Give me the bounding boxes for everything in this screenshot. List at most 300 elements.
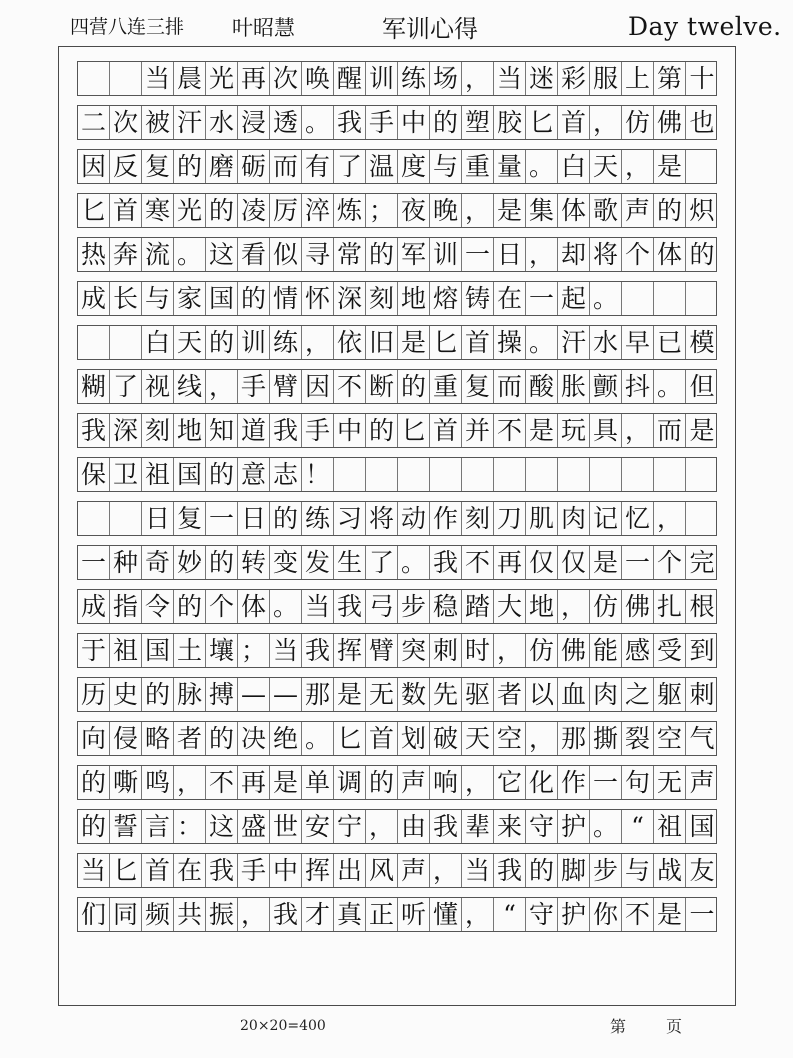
grid-cell: “ — [622, 810, 654, 843]
grid-cell: 次 — [110, 106, 142, 139]
grid-cell: 我 — [430, 546, 462, 579]
grid-cell: 我 — [206, 854, 238, 887]
grid-cell: 透 — [270, 106, 302, 139]
grid-cell: 不 — [334, 370, 366, 403]
grid-cell: 驱 — [462, 678, 494, 711]
grid-cell: 的 — [654, 194, 686, 227]
grid-cell: 断 — [366, 370, 398, 403]
grid-cell: — — [270, 678, 302, 711]
grid-cell: 国 — [142, 634, 174, 667]
grid-cell: 深 — [110, 414, 142, 447]
grid-cell: 军 — [398, 238, 430, 271]
grid-cell: 当 — [78, 854, 110, 887]
grid-cell: 仿 — [622, 106, 654, 139]
grid-cell: 匕 — [78, 194, 110, 227]
grid-cell: 情 — [270, 282, 302, 315]
grid-cell: 匕 — [526, 106, 558, 139]
grid-cell: 反 — [110, 150, 142, 183]
grid-cell: 辈 — [462, 810, 494, 843]
grid-cell: 复 — [462, 370, 494, 403]
grid-cell: 当 — [270, 634, 302, 667]
grid-cell: 裂 — [622, 722, 654, 755]
grid-cell: 。 — [526, 326, 558, 359]
grid-cell: 友 — [689, 856, 715, 885]
grid-cell: 在 — [174, 854, 206, 887]
grid-cell: 因 — [302, 370, 334, 403]
grid-cell: 。 — [526, 150, 558, 183]
manuscript-grid — [77, 61, 717, 941]
grid-cell: 我 — [302, 634, 334, 667]
grid-cell: 第 — [654, 62, 686, 95]
grid-cell: 晨 — [174, 62, 206, 95]
grid-cell: 的 — [142, 678, 174, 711]
grid-cell: 抖 — [622, 370, 654, 403]
grid-cell: 扎 — [654, 590, 686, 623]
grid-cell: 响 — [430, 766, 462, 799]
grid-cell: 意 — [238, 458, 270, 491]
grid-cell: 日 — [238, 502, 270, 535]
grid-cell: 的 — [206, 194, 238, 227]
grid-cell: ， — [654, 502, 686, 535]
grid-cell: 首 — [366, 722, 398, 755]
grid-cell: 才 — [302, 898, 334, 931]
grid-cell: 次 — [270, 62, 302, 95]
grid-cell: 我 — [270, 898, 302, 931]
grid-cell — [558, 458, 590, 491]
grid-cell: 一 — [526, 282, 558, 315]
grid-cell: 怀 — [302, 282, 334, 315]
grid-cell: 动 — [398, 502, 430, 535]
grid-cell: 十 — [689, 64, 715, 93]
student-name: 叶昭慧 — [232, 16, 295, 40]
grid-cell: 化 — [526, 766, 558, 799]
grid-cell: ， — [590, 106, 622, 139]
grid-cell: 突 — [398, 634, 430, 667]
grid-cell: ， — [462, 766, 494, 799]
grid-cell: 到 — [689, 636, 715, 665]
grid-cell: 气 — [689, 724, 715, 753]
grid-cell: 共 — [174, 898, 206, 931]
grid-cell: 体 — [654, 238, 686, 271]
grid-cell: 受 — [654, 634, 686, 667]
grid-cell: 调 — [334, 766, 366, 799]
grid-cell: 。 — [398, 546, 430, 579]
grid-cell — [334, 458, 366, 491]
grid-cell: 当 — [142, 62, 174, 95]
grid-cell: 玩 — [558, 414, 590, 447]
grid-cell: ， — [302, 326, 334, 359]
grid-cell: 但 — [689, 372, 715, 401]
grid-cell: 刻 — [366, 282, 398, 315]
grid-cell: 世 — [270, 810, 302, 843]
grid-cell: 成 — [78, 282, 110, 315]
grid-cell: 匕 — [110, 854, 142, 887]
page-header — [0, 0, 793, 48]
grid-row — [77, 105, 717, 140]
grid-cell: 似 — [270, 238, 302, 271]
grid-cell: 手 — [366, 106, 398, 139]
grid-row — [77, 61, 717, 96]
grid-cell: 。 — [590, 810, 622, 843]
grid-cell: 肉 — [590, 678, 622, 711]
grid-cell: 盛 — [238, 810, 270, 843]
grid-cell: ， — [366, 810, 398, 843]
grid-cell: 与 — [622, 854, 654, 887]
grid-cell: 听 — [398, 898, 430, 931]
grid-cell: 奔 — [110, 238, 142, 271]
grid-cell: 踏 — [462, 590, 494, 623]
grid-cell: 佛 — [622, 590, 654, 623]
grid-cell: 的 — [206, 722, 238, 755]
grid-cell: 却 — [558, 238, 590, 271]
grid-cell: 刻 — [462, 502, 494, 535]
grid-cell: 砺 — [238, 150, 270, 183]
grid-cell: 它 — [494, 766, 526, 799]
grid-cell: 日 — [494, 238, 526, 271]
grid-cell: 略 — [142, 722, 174, 755]
grid-cell — [110, 502, 142, 535]
grid-cell: 集 — [526, 194, 558, 227]
grid-cell: 。 — [654, 370, 686, 403]
grid-cell: 体 — [238, 590, 270, 623]
grid-cell: 塑 — [462, 106, 494, 139]
grid-cell: 厉 — [270, 194, 302, 227]
grid-cell: 唤 — [302, 62, 334, 95]
grid-cell — [654, 458, 686, 491]
grid-cell: 首 — [462, 326, 494, 359]
grid-cell — [654, 282, 686, 315]
grid-cell: 淬 — [302, 194, 334, 227]
grid-cell: 战 — [654, 854, 686, 887]
grid-row — [77, 413, 717, 448]
grid-cell: 天 — [590, 150, 622, 183]
grid-row — [77, 721, 717, 756]
grid-cell: 不 — [206, 766, 238, 799]
grid-cell: 酸 — [526, 370, 558, 403]
grid-cell: ！ — [302, 458, 334, 491]
grid-cell: 光 — [174, 194, 206, 227]
grid-cell: 变 — [270, 546, 302, 579]
grid-row — [77, 809, 717, 844]
grid-row — [77, 897, 717, 932]
grid-cell: 具 — [590, 414, 622, 447]
grid-cell: 的 — [366, 238, 398, 271]
grid-cell: 胀 — [558, 370, 590, 403]
grid-cell: 奇 — [142, 546, 174, 579]
grid-cell: 指 — [110, 590, 142, 623]
grid-cell: 而 — [270, 150, 302, 183]
grid-cell: 热 — [78, 238, 110, 271]
grid-cell: 温 — [366, 150, 398, 183]
grid-cell: 史 — [110, 678, 142, 711]
grid-cell — [494, 458, 526, 491]
grid-cell: 服 — [590, 62, 622, 95]
grid-cell: 这 — [206, 238, 238, 271]
grid-cell: 妙 — [174, 546, 206, 579]
grid-cell: 嘶 — [110, 766, 142, 799]
grid-cell: 场 — [430, 62, 462, 95]
grid-cell: 声 — [398, 854, 430, 887]
grid-cell: 再 — [494, 546, 526, 579]
grid-cell: 重 — [462, 150, 494, 183]
grid-cell: ； — [366, 194, 398, 227]
grid-cell: ； — [238, 634, 270, 667]
grid-cell: ： — [174, 810, 206, 843]
grid-row — [77, 633, 717, 668]
grid-cell — [622, 282, 654, 315]
grid-cell: 的 — [270, 502, 302, 535]
grid-cell: 正 — [366, 898, 398, 931]
grid-cell: 浸 — [238, 106, 270, 139]
grid-cell: 与 — [430, 150, 462, 183]
grid-cell: 成 — [78, 590, 110, 623]
grid-cell: 种 — [110, 546, 142, 579]
grid-spec: 20×20=400 — [240, 1018, 326, 1034]
grid-cell: 看 — [238, 238, 270, 271]
grid-cell: 的 — [206, 326, 238, 359]
grid-cell: 祖 — [654, 810, 686, 843]
grid-cell: 刻 — [142, 414, 174, 447]
grid-cell: 首 — [430, 414, 462, 447]
grid-cell: 风 — [366, 854, 398, 887]
grid-cell: 个 — [206, 590, 238, 623]
grid-row — [77, 501, 717, 536]
grid-cell: 当 — [462, 854, 494, 887]
grid-cell: 转 — [238, 546, 270, 579]
grid-cell: 言 — [142, 810, 174, 843]
grid-cell: 常 — [334, 238, 366, 271]
grid-cell: 而 — [654, 414, 686, 447]
grid-cell: 的 — [78, 766, 110, 799]
grid-cell: 挥 — [302, 854, 334, 887]
grid-cell: 那 — [302, 678, 334, 711]
grid-cell: 护 — [558, 810, 590, 843]
grid-cell: 是 — [334, 678, 366, 711]
grid-cell: 刺 — [430, 634, 462, 667]
grid-cell: 起 — [558, 282, 590, 315]
grid-cell: 仅 — [526, 546, 558, 579]
grid-cell: 铸 — [462, 282, 494, 315]
grid-cell: 手 — [302, 414, 334, 447]
grid-cell: 不 — [494, 414, 526, 447]
grid-cell: 守 — [526, 898, 558, 931]
grid-cell: 空 — [654, 722, 686, 755]
grid-cell — [430, 458, 462, 491]
grid-cell: 是 — [590, 546, 622, 579]
grid-cell: 步 — [590, 854, 622, 887]
grid-cell: 祖 — [142, 458, 174, 491]
grid-cell: 声 — [622, 194, 654, 227]
grid-cell: 的 — [366, 766, 398, 799]
grid-cell: 生 — [334, 546, 366, 579]
grid-cell: 于 — [78, 634, 110, 667]
grid-cell: 一 — [622, 546, 654, 579]
grid-cell: 的 — [206, 546, 238, 579]
grid-cell: 熔 — [430, 282, 462, 315]
grid-cell: 卫 — [110, 458, 142, 491]
grid-cell: 歌 — [590, 194, 622, 227]
grid-cell: 我 — [334, 590, 366, 623]
grid-cell: 以 — [526, 678, 558, 711]
grid-cell: 的 — [238, 282, 270, 315]
grid-cell: 国 — [174, 458, 206, 491]
grid-cell: 佛 — [654, 106, 686, 139]
grid-cell: “ — [494, 898, 526, 931]
grid-cell: 的 — [174, 150, 206, 183]
grid-cell: 炽 — [689, 196, 715, 225]
grid-row — [77, 237, 717, 272]
grid-cell: 流 — [142, 238, 174, 271]
grid-cell: 地 — [174, 414, 206, 447]
grid-cell: 那 — [558, 722, 590, 755]
grid-cell: 步 — [398, 590, 430, 623]
grid-cell: 旧 — [366, 326, 398, 359]
grid-cell: 光 — [206, 62, 238, 95]
grid-cell: 白 — [558, 150, 590, 183]
grid-cell: 寻 — [302, 238, 334, 271]
grid-cell: 训 — [238, 326, 270, 359]
grid-cell: 在 — [494, 282, 526, 315]
grid-row — [77, 281, 717, 316]
grid-cell — [462, 458, 494, 491]
grid-cell: ， — [174, 766, 206, 799]
grid-row — [77, 457, 717, 492]
grid-cell: 一 — [78, 546, 110, 579]
grid-cell — [622, 458, 654, 491]
grid-cell: 者 — [174, 722, 206, 755]
grid-cell: 地 — [526, 590, 558, 623]
grid-cell: 频 — [142, 898, 174, 931]
grid-cell: 寒 — [142, 194, 174, 227]
grid-cell: 国 — [689, 812, 715, 841]
grid-cell: 我 — [270, 414, 302, 447]
grid-row — [77, 325, 717, 360]
grid-cell: 颤 — [590, 370, 622, 403]
grid-cell: 懂 — [430, 898, 462, 931]
grid-cell: 同 — [110, 898, 142, 931]
grid-cell: 了 — [334, 150, 366, 183]
grid-cell: 了 — [366, 546, 398, 579]
grid-cell: 大 — [494, 590, 526, 623]
grid-cell: 肌 — [526, 502, 558, 535]
grid-cell: 脚 — [558, 854, 590, 887]
grid-row — [77, 193, 717, 228]
grid-cell: 臂 — [366, 634, 398, 667]
grid-row — [77, 589, 717, 624]
grid-cell: 们 — [78, 898, 110, 931]
grid-cell: 首 — [110, 194, 142, 227]
grid-cell: 深 — [334, 282, 366, 315]
composition-sheet — [58, 46, 736, 1006]
grid-cell: 天 — [174, 326, 206, 359]
grid-cell: 而 — [494, 370, 526, 403]
grid-cell: 习 — [334, 502, 366, 535]
grid-cell — [686, 150, 718, 183]
grid-cell: 再 — [238, 766, 270, 799]
grid-cell: 日 — [142, 502, 174, 535]
grid-cell: 上 — [622, 62, 654, 95]
grid-cell: 完 — [689, 548, 715, 577]
grid-cell: 真 — [334, 898, 366, 931]
grid-cell: 一 — [462, 238, 494, 271]
grid-cell: ， — [462, 62, 494, 95]
grid-cell: 划 — [398, 722, 430, 755]
grid-cell: 不 — [622, 898, 654, 931]
grid-cell: 无 — [366, 678, 398, 711]
grid-cell: 复 — [142, 150, 174, 183]
grid-cell: 。 — [590, 282, 622, 315]
grid-cell: 汗 — [558, 326, 590, 359]
grid-cell: 声 — [689, 768, 715, 797]
grid-cell: 手 — [238, 854, 270, 887]
grid-cell: 历 — [78, 678, 110, 711]
grid-cell: 土 — [174, 634, 206, 667]
grid-cell: 仿 — [590, 590, 622, 623]
grid-cell: 练 — [398, 62, 430, 95]
grid-cell: 。 — [270, 590, 302, 623]
grid-cell: 中 — [270, 854, 302, 887]
grid-cell: 佛 — [558, 634, 590, 667]
grid-cell — [686, 282, 718, 315]
grid-cell: 忆 — [622, 502, 654, 535]
grid-cell: 这 — [206, 810, 238, 843]
grid-cell: 声 — [398, 766, 430, 799]
grid-cell: 被 — [142, 106, 174, 139]
grid-cell: 了 — [110, 370, 142, 403]
grid-cell: 中 — [398, 106, 430, 139]
grid-cell: 国 — [206, 282, 238, 315]
grid-cell: ， — [526, 722, 558, 755]
grid-cell: 的 — [526, 854, 558, 887]
grid-cell: 保 — [78, 458, 110, 491]
grid-cell: 醒 — [334, 62, 366, 95]
grid-cell: 因 — [78, 150, 110, 183]
grid-row — [77, 765, 717, 800]
grid-cell: 凌 — [238, 194, 270, 227]
class-label: 四营八连三排 — [70, 16, 185, 38]
grid-cell: 匕 — [398, 414, 430, 447]
grid-cell: 肉 — [558, 502, 590, 535]
grid-cell: 作 — [430, 502, 462, 535]
grid-cell: 臂 — [270, 370, 302, 403]
grid-cell — [110, 326, 142, 359]
grid-cell: 。 — [302, 106, 334, 139]
grid-cell: 是 — [654, 898, 686, 931]
grid-cell: 晚 — [430, 194, 462, 227]
grid-cell: 与 — [142, 282, 174, 315]
grid-cell: 是 — [494, 194, 526, 227]
grid-cell: ， — [238, 898, 270, 931]
grid-cell: ， — [494, 634, 526, 667]
grid-cell: 的 — [174, 590, 206, 623]
grid-cell: 不 — [462, 546, 494, 579]
grid-cell: 已 — [654, 326, 686, 359]
grid-cell: 破 — [430, 722, 462, 755]
grid-cell — [398, 458, 430, 491]
grid-cell: 地 — [398, 282, 430, 315]
grid-cell: 我 — [494, 854, 526, 887]
grid-cell: 首 — [142, 854, 174, 887]
grid-cell: 并 — [462, 414, 494, 447]
grid-cell: 搏 — [206, 678, 238, 711]
grid-cell: ， — [462, 898, 494, 931]
grid-cell: 振 — [206, 898, 238, 931]
grid-cell: 度 — [398, 150, 430, 183]
grid-cell: 磨 — [206, 150, 238, 183]
grid-cell: 空 — [494, 722, 526, 755]
grid-cell: 决 — [238, 722, 270, 755]
grid-cell: 我 — [78, 414, 110, 447]
